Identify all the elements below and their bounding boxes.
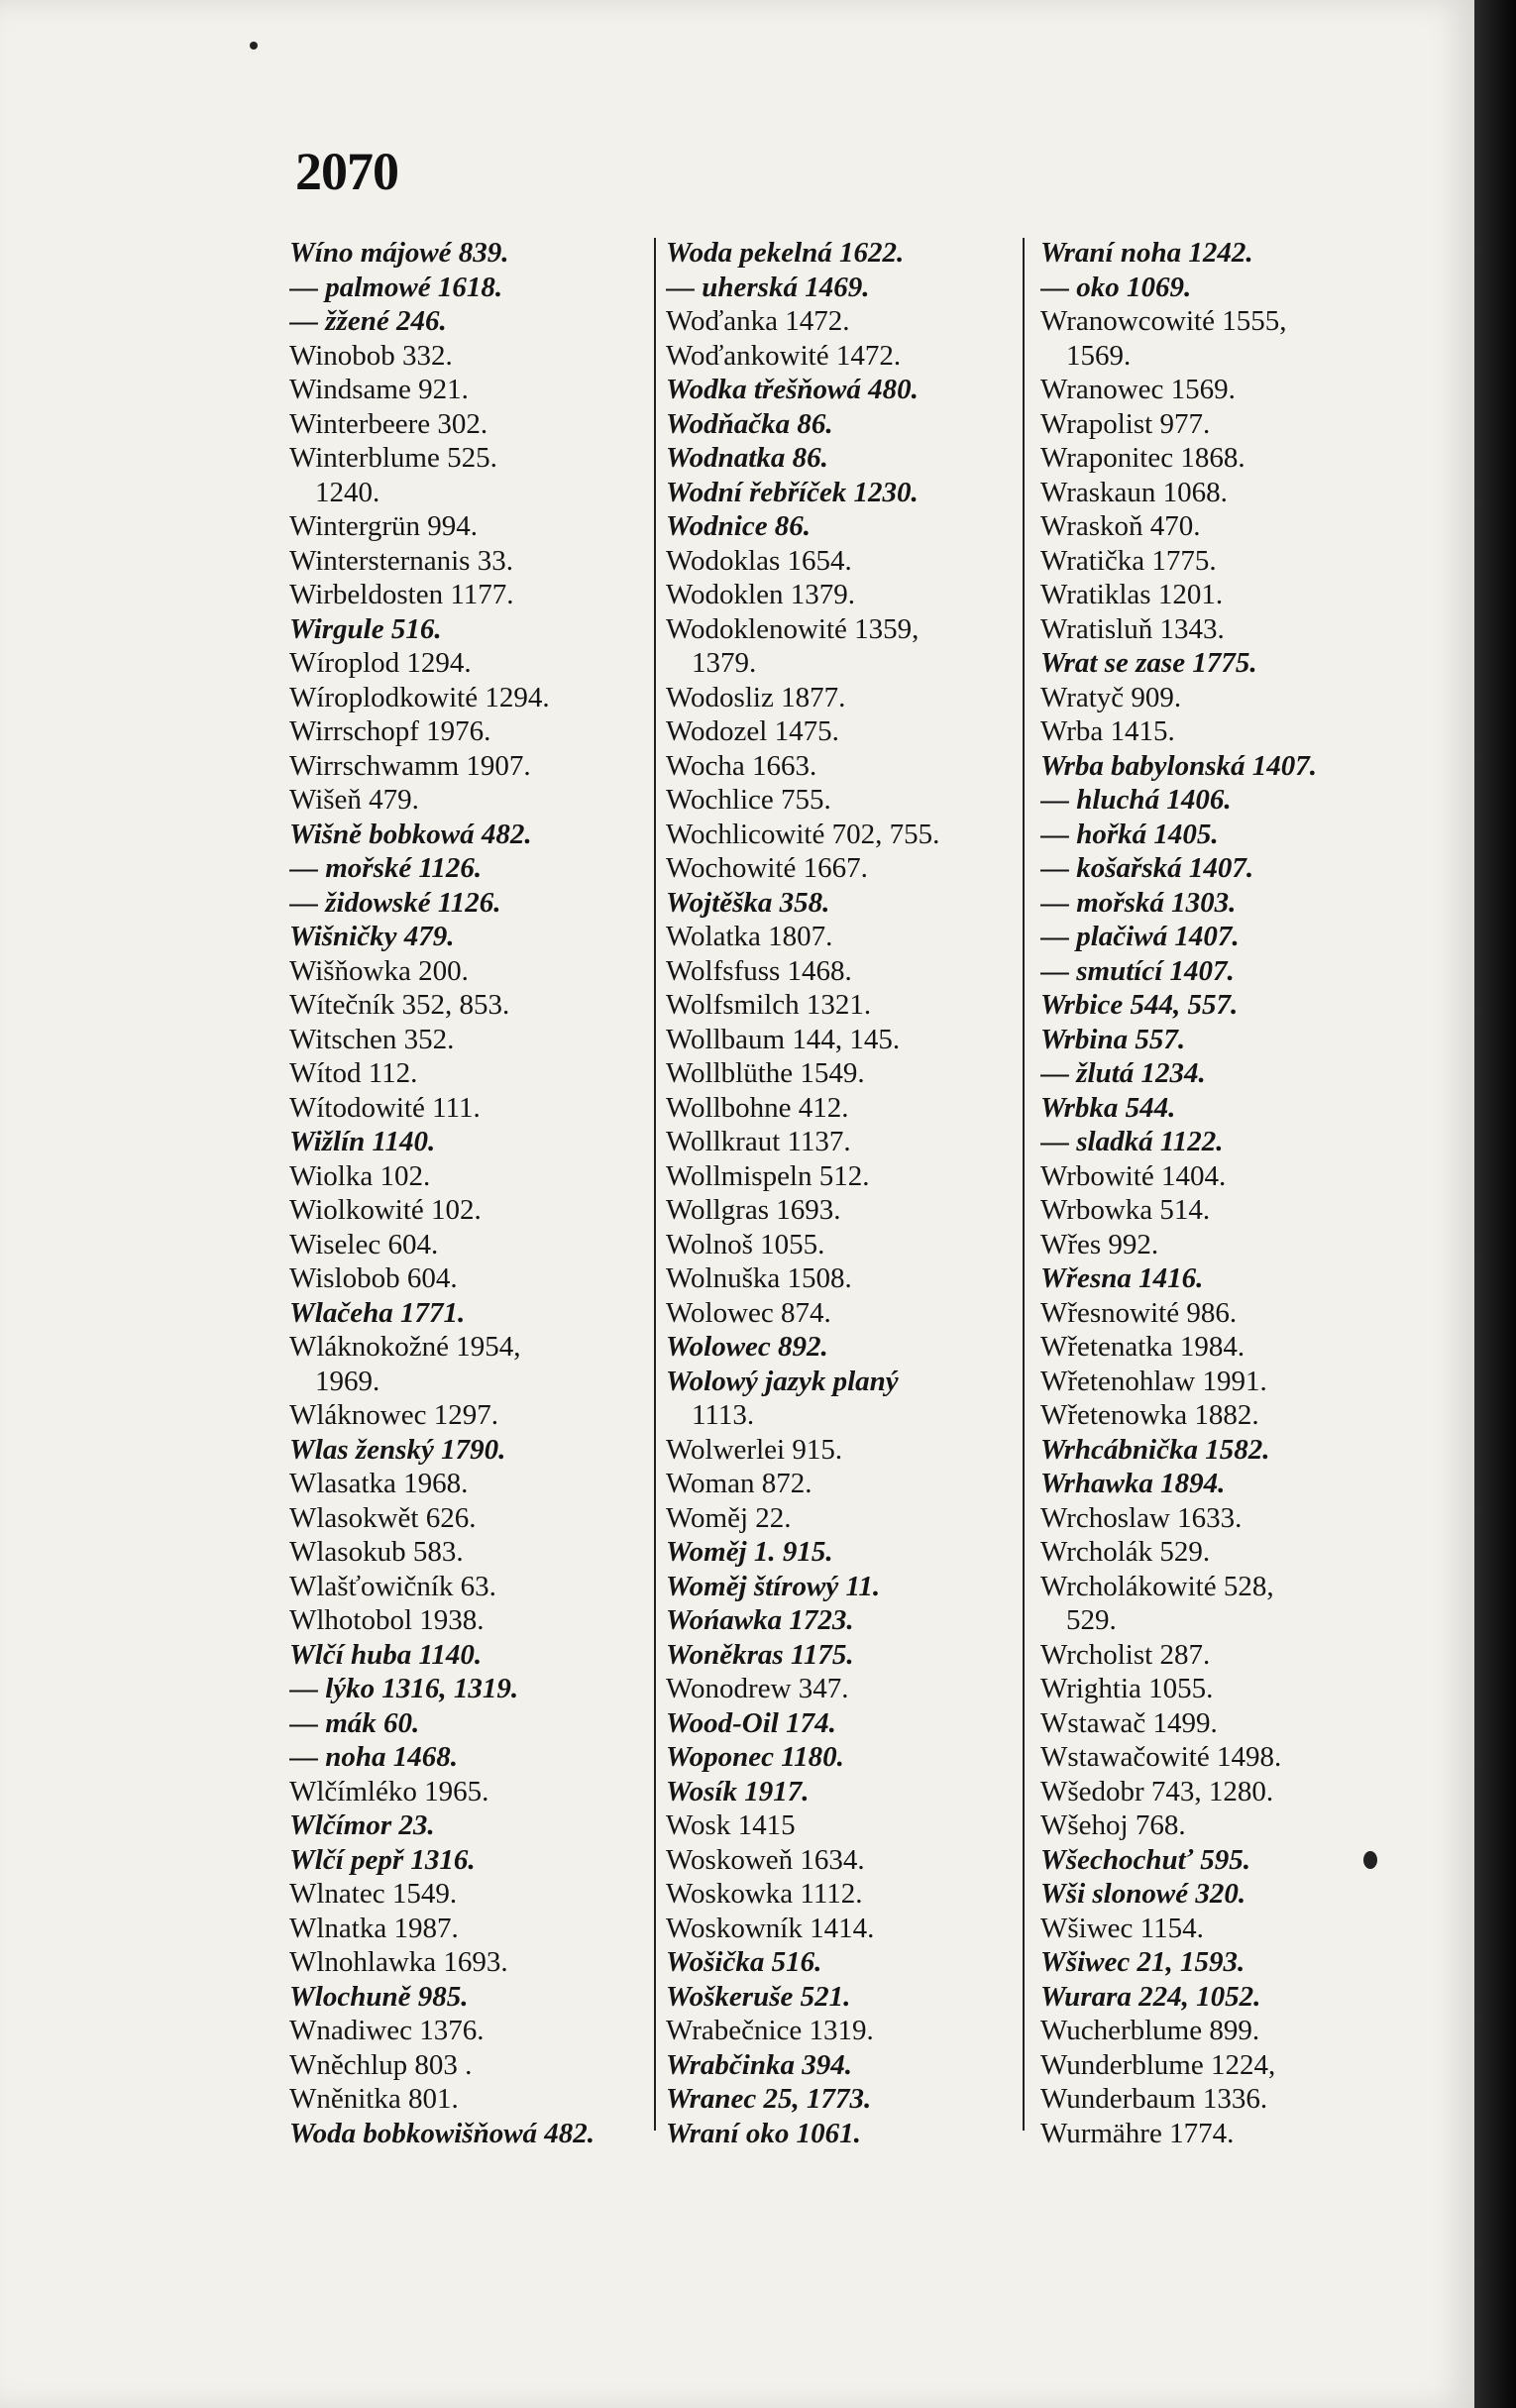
index-entry: Wšiwec 1154. — [1040, 1912, 1204, 1944]
index-entry: — žlutá 1234. — [1040, 1057, 1206, 1089]
index-entry: Wošička 516. — [666, 1946, 822, 1978]
index-entry: Wraskoň 470. — [1040, 510, 1201, 542]
index-entry: Wolfsfuss 1468. — [666, 954, 852, 987]
index-entry: Wraní oko 1061. — [666, 2117, 861, 2149]
index-entry: — noha 1468. — [289, 1741, 459, 1773]
index-entry: Wlačeha 1771. — [289, 1296, 466, 1329]
index-entry: Winobob 332. — [289, 339, 453, 372]
index-entry: 1379. — [692, 647, 757, 679]
ink-speck — [250, 42, 258, 50]
index-entry: Wlčí pepř 1316. — [289, 1843, 476, 1876]
index-entry: Wrbice 544, 557. — [1040, 989, 1239, 1021]
index-entry: Wlčí huba 1140. — [289, 1638, 483, 1671]
index-entry: Woman 872. — [666, 1468, 812, 1499]
index-entry: Wurmähre 1774. — [1040, 2117, 1235, 2149]
index-entry: Wrchoslaw 1633. — [1040, 1501, 1243, 1534]
index-entry: Wstawač 1499. — [1040, 1706, 1218, 1739]
index-entry: Wollmispeln 512. — [666, 1159, 870, 1192]
index-entry: Wochlice 755. — [666, 784, 831, 816]
index-entry: Wochowité 1667. — [666, 852, 868, 884]
index-entry: Wislobob 604. — [289, 1262, 458, 1294]
index-entry: Wněnitka 801. — [289, 2083, 459, 2115]
index-entry: Wodoklenowité 1359, — [666, 612, 920, 645]
index-entry: — plačiwá 1407. — [1040, 921, 1240, 952]
index-entry: Woněkras 1175. — [666, 1638, 854, 1671]
index-entry: Wlašťowičník 63. — [289, 1570, 496, 1602]
index-entry: Wonodrew 347. — [666, 1673, 849, 1704]
index-entry: — košařská 1407. — [1040, 852, 1254, 884]
index-entry: Wocha 1663. — [666, 749, 817, 782]
index-entry: Wodka třešňowá 480. — [666, 374, 919, 405]
index-entry: Wochlicowité 702, 755. — [666, 818, 940, 850]
index-entry: 1240. — [315, 476, 380, 508]
index-entry: Wlnohlawka 1693. — [289, 1946, 508, 1978]
index-entry: Wolatka 1807. — [666, 921, 833, 952]
index-entry: Wosk 1415 — [666, 1809, 796, 1841]
index-entry: Wońawka 1723. — [666, 1604, 854, 1636]
index-entry: Wolowec 874. — [666, 1296, 831, 1329]
index-column-1 — [289, 236, 658, 2150]
index-entry: Wlas ženský 1790. — [289, 1433, 506, 1466]
index-entry: Wodosliz 1877. — [666, 681, 846, 713]
index-entry: Wšiwec 21, 1593. — [1040, 1946, 1245, 1978]
index-entry: Wucherblume 899. — [1040, 2015, 1260, 2046]
index-entry: Wstawačowité 1498. — [1040, 1741, 1282, 1773]
page-number: 2070 — [295, 142, 398, 201]
index-entry: Wratiklas 1201. — [1040, 579, 1224, 610]
index-entry: Wrat se zase 1775. — [1040, 647, 1257, 679]
index-entry: Wranec 25, 1773. — [666, 2083, 872, 2115]
index-entry: Wratička 1775. — [1040, 544, 1217, 577]
index-entry: Wratisluň 1343. — [1040, 612, 1225, 645]
index-entry: — lýko 1316, 1319. — [289, 1673, 519, 1704]
index-entry: Wši slonowé 320. — [1040, 1878, 1246, 1910]
index-entry: Wlnatka 1987. — [289, 1912, 459, 1944]
index-entry: Wranowcowité 1555, — [1040, 305, 1287, 337]
index-entry: Wítod 112. — [289, 1057, 418, 1089]
index-entry: — uherská 1469. — [666, 271, 870, 303]
index-entry: Wraní noha 1242. — [1040, 237, 1253, 269]
index-entry: Wítodowité 111. — [289, 1091, 481, 1124]
index-entry: Woda bobkowišňowá 482. — [289, 2117, 596, 2149]
index-entry: Wollbohne 412. — [666, 1091, 849, 1124]
index-entry: Woskowník 1414. — [666, 1912, 875, 1944]
index-entry: Wíroplod 1294. — [289, 647, 472, 679]
index-entry: Wintergrün 994. — [289, 510, 478, 542]
index-entry: Woponec 1180. — [666, 1741, 844, 1773]
index-entry: Wrabečnice 1319. — [666, 2015, 874, 2046]
index-entry: Wunderbaum 1336. — [1040, 2083, 1268, 2115]
index-entry: Wišňowka 200. — [289, 954, 469, 987]
index-entry: Wšehoj 768. — [1040, 1809, 1186, 1841]
index-entry: Wrba 1415. — [1040, 715, 1175, 747]
index-entry: Woškeruše 521. — [666, 1980, 851, 2013]
index-entry: Wlčímléko 1965. — [289, 1775, 489, 1807]
index-entry: Wollblüthe 1549. — [666, 1057, 865, 1089]
index-entry: Wižlín 1140. — [289, 1126, 436, 1157]
column-divider — [654, 238, 656, 2131]
index-entry: Wolnoš 1055. — [666, 1228, 825, 1260]
index-entry: Wišně bobkowá 482. — [289, 818, 532, 850]
scan-edge-shadow — [1474, 0, 1516, 2408]
index-entry: Wolnuška 1508. — [666, 1262, 852, 1294]
index-entry: Wratyč 909. — [1040, 681, 1182, 713]
index-entry: Wlasatka 1968. — [289, 1468, 469, 1499]
index-entry: Wíno májowé 839. — [289, 237, 509, 269]
index-entry: — hořká 1405. — [1040, 818, 1219, 850]
index-entry: 1969. — [315, 1365, 380, 1397]
index-entry: Wrbowité 1404. — [1040, 1159, 1227, 1192]
index-entry: Wirbeldosten 1177. — [289, 579, 514, 610]
index-entry: Wodnice 86. — [666, 510, 812, 542]
index-entry: Wišeň 479. — [289, 784, 419, 816]
index-entry: 1569. — [1066, 339, 1132, 372]
index-entry: Wirrschwamm 1907. — [289, 749, 531, 782]
index-entry: Wřetenowka 1882. — [1040, 1399, 1259, 1431]
index-entry: Wodnatka 86. — [666, 442, 828, 474]
index-entry: Wrba babylonská 1407. — [1040, 749, 1318, 782]
index-entry: Wiolka 102. — [289, 1159, 431, 1192]
index-entry: Wřes 992. — [1040, 1228, 1159, 1260]
index-entry: Wrapolist 977. — [1040, 407, 1211, 440]
index-entry: Woskowka 1112. — [666, 1878, 863, 1910]
index-entry: Wšedobr 743, 1280. — [1040, 1775, 1274, 1807]
index-entry: — mořská 1303. — [1040, 886, 1237, 919]
index-entry: Wlochuně 985. — [289, 1980, 469, 2013]
index-entry: — mák 60. — [289, 1706, 420, 1739]
index-column-2 — [666, 236, 1034, 2150]
index-entry: Woměj 1. 915. — [666, 1536, 833, 1568]
index-entry: Woda pekelná 1622. — [666, 237, 905, 269]
index-entry: Woskoweň 1634. — [666, 1843, 865, 1876]
index-entry: Wlhotobol 1938. — [289, 1604, 485, 1636]
index-entry: 529. — [1066, 1604, 1117, 1636]
index-entry: — židowské 1126. — [289, 886, 501, 919]
index-entry: Wlasokub 583. — [289, 1536, 464, 1568]
index-entry: Wišničky 479. — [289, 921, 455, 952]
index-entry: Wřesnowité 986. — [1040, 1296, 1238, 1329]
index-entry: Wolwerlei 915. — [666, 1433, 843, 1466]
index-entry: Winterbeere 302. — [289, 407, 488, 440]
index-entry: Wodoklas 1654. — [666, 544, 852, 577]
index-entry: Wřesna 1416. — [1040, 1262, 1204, 1294]
index-entry: Woměj 22. — [666, 1501, 792, 1534]
index-entry: Wrhcábnička 1582. — [1040, 1433, 1270, 1466]
index-entry: Wrbowka 514. — [1040, 1194, 1211, 1226]
index-entry: Wláknokožné 1954, — [289, 1331, 521, 1363]
index-entry: Wodozel 1475. — [666, 715, 839, 747]
index-entry: Wrcholák 529. — [1040, 1536, 1211, 1568]
index-entry: Wolfsmilch 1321. — [666, 989, 872, 1021]
index-entry: Witschen 352. — [289, 1023, 455, 1055]
index-entry: Wíroplodkowité 1294. — [289, 681, 550, 713]
index-entry: Wranowec 1569. — [1040, 374, 1236, 405]
index-entry: — smutící 1407. — [1040, 954, 1235, 987]
index-entry: Woměj štírowý 11. — [666, 1570, 881, 1602]
index-entry: Wodní řebříček 1230. — [666, 476, 919, 508]
index-entry: Wraskaun 1068. — [1040, 476, 1228, 508]
index-entry: Wrabčinka 394. — [666, 2048, 852, 2081]
index-entry: — mořské 1126. — [289, 852, 483, 884]
index-entry: Wiolkowité 102. — [289, 1194, 482, 1226]
index-entry: Wood-Oil 174. — [666, 1706, 836, 1739]
index-entry: Wněchlup 803 . — [289, 2048, 473, 2081]
index-entry: Wunderblume 1224, — [1040, 2048, 1276, 2081]
index-entry: Wrhawka 1894. — [1040, 1468, 1226, 1499]
index-entry: Wlčímor 23. — [289, 1809, 435, 1841]
index-entry: Wláknowec 1297. — [289, 1399, 498, 1431]
index-entry: Wolowý jazyk planý — [666, 1365, 899, 1397]
index-entry: 1113. — [692, 1399, 755, 1431]
index-entry: — palmowé 1618. — [289, 271, 503, 303]
index-entry: Wrcholákowité 528, — [1040, 1570, 1274, 1602]
index-entry: Wraponitec 1868. — [1040, 442, 1245, 474]
index-entry: Wřetenatka 1984. — [1040, 1331, 1245, 1363]
index-entry: Wítečník 352, 853. — [289, 989, 510, 1021]
index-entry: Wnadiwec 1376. — [289, 2015, 485, 2046]
index-entry: — sladká 1122. — [1040, 1126, 1224, 1157]
index-entry: Woďanka 1472. — [666, 305, 850, 337]
index-entry: Wiselec 604. — [289, 1228, 439, 1260]
index-entry: — oko 1069. — [1040, 271, 1192, 303]
index-entry: Wrbka 544. — [1040, 1091, 1176, 1124]
ink-speck — [1363, 1851, 1377, 1869]
index-entry: — žžené 246. — [289, 305, 447, 337]
index-entry: Wirrschopf 1976. — [289, 715, 491, 747]
index-entry: Wojtěška 358. — [666, 886, 830, 919]
index-entry: Wollgras 1693. — [666, 1194, 841, 1226]
column-divider — [1023, 238, 1025, 2131]
index-entry: Wrightia 1055. — [1040, 1673, 1214, 1704]
index-entry: Windsame 921. — [289, 374, 469, 405]
index-entry: Wlnatec 1549. — [289, 1878, 458, 1910]
index-entry: Wrcholist 287. — [1040, 1638, 1211, 1671]
index-entry: Wřetenohlaw 1991. — [1040, 1365, 1267, 1397]
index-entry: Wosík 1917. — [666, 1775, 810, 1807]
index-entry: Wurara 224, 1052. — [1040, 1980, 1261, 2013]
index-entry: Woďankowité 1472. — [666, 339, 902, 372]
index-entry: Winterblume 525. — [289, 442, 497, 474]
index-entry: Wodňačka 86. — [666, 407, 833, 440]
index-column-3 — [1040, 236, 1419, 2150]
index-entry: Wollkraut 1137. — [666, 1126, 851, 1157]
index-entry: Wrbina 557. — [1040, 1023, 1186, 1055]
index-entry: Wirgule 516. — [289, 612, 442, 645]
index-entry: Wintersternanis 33. — [289, 544, 513, 577]
index-entry: — hluchá 1406. — [1040, 784, 1232, 816]
index-entry: Wšechochuť 595. — [1040, 1843, 1250, 1876]
index-entry: Wollbaum 144, 145. — [666, 1023, 901, 1055]
index-entry: Wolowec 892. — [666, 1331, 828, 1363]
index-entry: Wodoklen 1379. — [666, 579, 855, 610]
index-entry: Wlasokwět 626. — [289, 1501, 477, 1534]
